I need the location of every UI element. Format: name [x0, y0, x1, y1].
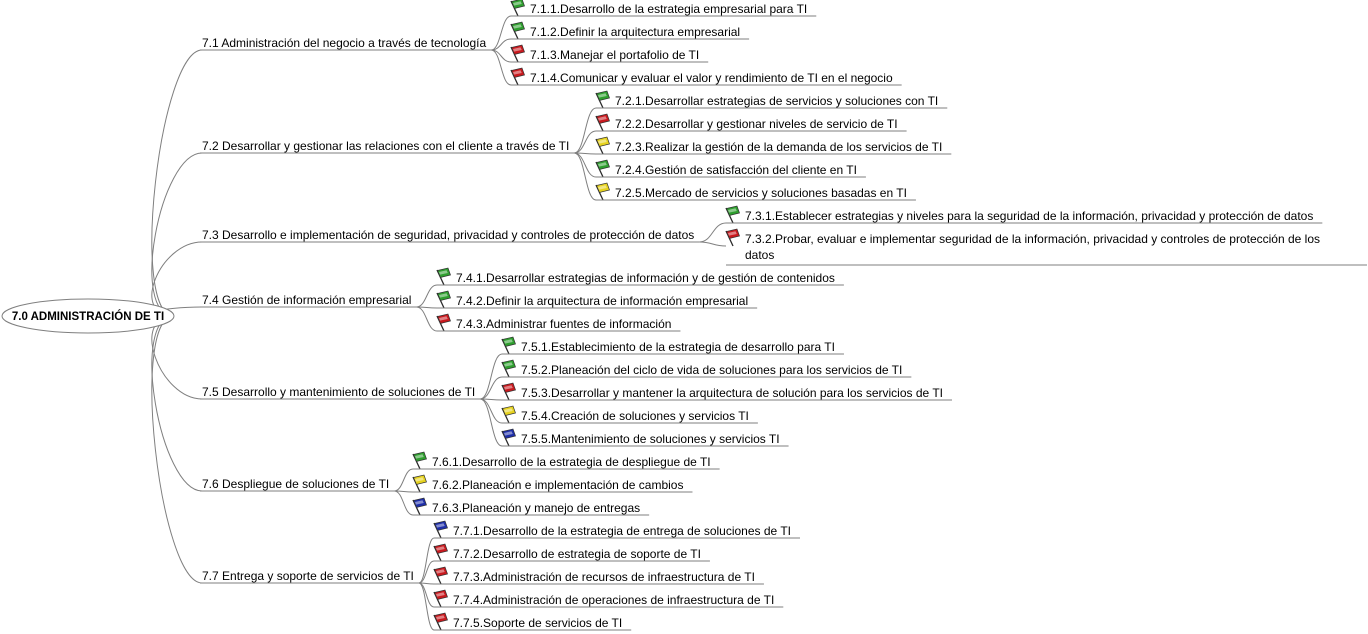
yellow-flag-icon — [502, 406, 516, 423]
child-label: 7.7.1.Desarrollo de la estrategia de entrega de soluciones de TI — [453, 524, 791, 538]
branch-node[interactable] — [200, 385, 480, 399]
branch-child-link — [574, 153, 596, 177]
branch-node[interactable] — [200, 139, 574, 153]
child-label: 7.2.2.Desarrollar y gestionar niveles de servicio de TI — [615, 117, 898, 131]
branch-child-link — [699, 242, 726, 246]
child-node[interactable] — [511, 22, 749, 39]
green-flag-icon — [437, 291, 451, 308]
child-label: 7.6.3.Planeación y manejo de entregas — [432, 501, 641, 515]
root-branch-link — [152, 153, 202, 316]
blue-flag-icon — [434, 521, 448, 538]
branch-label: 7.4 Gestión de información empresarial — [202, 293, 412, 307]
branch-child-link — [419, 561, 434, 583]
child-node[interactable] — [434, 613, 631, 630]
child-label: 7.3.1.Establecer estrategias y niveles para la seguridad de la información, privacidad y protección de datos — [745, 209, 1314, 223]
branch-label: 7.2 Desarrollar y gestionar las relaciones con el cliente a través de TI — [202, 139, 570, 153]
child-node[interactable] — [437, 291, 757, 308]
red-flag-icon — [434, 544, 448, 561]
child-node[interactable] — [437, 268, 844, 285]
child-node[interactable] — [726, 206, 1322, 223]
root-label: 7.0 ADMINISTRACIÓN DE TI — [11, 311, 165, 323]
child-label: 7.2.3.Realizar la gestión de la demanda de los servicios de TI — [615, 140, 943, 154]
branch-node[interactable] — [200, 477, 394, 491]
branch-label: 7.3 Desarrollo e implementación de seguridad, privacidad y controles de protección de datos — [202, 228, 695, 242]
child-node[interactable] — [596, 91, 947, 108]
child-label: 7.5.5.Mantenimiento de soluciones y servicios TI — [521, 432, 780, 446]
green-flag-icon — [596, 160, 610, 177]
child-label: 7.2.1.Desarrollar estrategias de servicios y soluciones con TI — [615, 94, 939, 108]
yellow-flag-icon — [596, 183, 610, 200]
green-flag-icon — [502, 337, 516, 354]
child-label-line2: datos — [745, 248, 775, 262]
child-node[interactable] — [502, 383, 952, 400]
child-node[interactable] — [413, 475, 692, 492]
branch-child-link — [480, 354, 502, 399]
child-node[interactable] — [726, 229, 1367, 265]
branch-label: 7.7 Entrega y soporte de servicios de TI — [202, 569, 414, 583]
child-label: 7.7.3.Administración de recursos de infraestructura de TI — [453, 570, 755, 584]
child-label: 7.3.2.Probar, evaluar e implementar seguridad de la información, privacidad y controles de protección de los — [745, 232, 1320, 246]
child-node[interactable] — [434, 544, 710, 561]
branch-node[interactable] — [200, 228, 699, 242]
child-node[interactable] — [434, 521, 800, 538]
child-label: 7.1.3.Manejar el portafolio de TI — [530, 48, 700, 62]
child-node[interactable] — [413, 498, 649, 515]
child-label: 7.7.2.Desarrollo de estrategia de soporte de TI — [453, 547, 701, 561]
yellow-flag-icon — [413, 475, 427, 492]
child-label: 7.1.4.Comunicar y evaluar el valor y rendimiento de TI en el negocio — [530, 71, 893, 85]
child-label: 7.7.4.Administración de operaciones de infraestructura de TI — [453, 593, 775, 607]
branch-child-link — [480, 399, 502, 423]
child-label: 7.5.4.Creación de soluciones y servicios TI — [521, 409, 749, 423]
red-flag-icon — [434, 567, 448, 584]
child-node[interactable] — [502, 406, 758, 423]
root-branch-link — [152, 316, 202, 583]
child-label: 7.5.1.Establecimiento de la estrategia de desarrollo para TI — [521, 340, 835, 354]
child-node[interactable] — [511, 68, 902, 85]
red-flag-icon — [511, 45, 525, 62]
child-label: 7.2.4.Gestión de satisfacción del cliente en TI — [615, 163, 857, 177]
green-flag-icon — [511, 0, 525, 16]
red-flag-icon — [726, 229, 740, 246]
red-flag-icon — [596, 114, 610, 131]
child-label: 7.6.1.Desarrollo de la estrategia de despliegue de TI — [432, 455, 711, 469]
red-flag-icon — [502, 383, 516, 400]
child-label: 7.2.5.Mercado de servicios y soluciones basadas en TI — [615, 186, 907, 200]
branch-child-link — [699, 223, 726, 242]
green-flag-icon — [413, 452, 427, 469]
branch-node[interactable] — [200, 569, 419, 583]
root-node[interactable] — [2, 299, 174, 333]
child-label: 7.5.3.Desarrollar y mantener la arquitectura de solución para los servicios de TI — [521, 386, 943, 400]
child-node[interactable] — [502, 360, 911, 377]
green-flag-icon — [596, 91, 610, 108]
branch-node[interactable] — [200, 293, 416, 307]
child-label: 7.1.2.Definir la arquitectura empresarial — [530, 25, 741, 39]
root-branch-link — [152, 50, 202, 316]
child-label: 7.5.2.Planeación del ciclo de vida de soluciones para los servicios de TI — [521, 363, 903, 377]
red-flag-icon — [511, 68, 525, 85]
blue-flag-icon — [413, 498, 427, 515]
branch-child-link — [574, 108, 596, 153]
root-branch-link — [152, 316, 202, 399]
branch-child-link — [416, 307, 437, 331]
branch-child-link — [419, 538, 434, 583]
green-flag-icon — [437, 268, 451, 285]
child-node[interactable] — [502, 337, 844, 354]
branch-label: 7.5 Desarrollo y mantenimiento de soluciones de TI — [202, 385, 476, 399]
child-node[interactable] — [502, 429, 789, 446]
child-label: 7.4.2.Definir la arquitectura de información empresarial — [456, 294, 749, 308]
yellow-flag-icon — [596, 137, 610, 154]
child-node[interactable] — [437, 314, 680, 331]
child-node[interactable] — [596, 114, 907, 131]
branch-child-link — [394, 491, 413, 515]
child-node[interactable] — [596, 160, 866, 177]
branch-child-link — [394, 469, 413, 491]
child-node[interactable] — [434, 590, 783, 607]
child-node[interactable] — [511, 45, 708, 62]
green-flag-icon — [502, 360, 516, 377]
child-node[interactable] — [434, 567, 764, 584]
child-node[interactable] — [596, 183, 916, 200]
green-flag-icon — [726, 206, 740, 223]
blue-flag-icon — [502, 429, 516, 446]
red-flag-icon — [434, 590, 448, 607]
child-node[interactable] — [511, 0, 816, 16]
root-branch-link — [152, 316, 202, 491]
branch-node[interactable] — [200, 36, 491, 50]
child-label: 7.6.2.Planeación e implementación de cambios — [432, 478, 684, 492]
branch-label: 7.6 Despliegue de soluciones de TI — [202, 477, 390, 491]
child-node[interactable] — [596, 137, 951, 154]
green-flag-icon — [511, 22, 525, 39]
branch-child-link — [480, 377, 502, 399]
root-branch-link — [152, 242, 202, 316]
child-label: 7.1.1.Desarrollo de la estrategia empresarial para TI — [530, 2, 808, 16]
mind-map-nodes — [200, 0, 1367, 630]
branch-child-link — [416, 285, 437, 307]
branch-label: 7.1 Administración del negocio a través de tecnología — [202, 36, 487, 50]
child-label: 7.4.3.Administrar fuentes de información — [456, 317, 672, 331]
child-label: 7.4.1.Desarrollar estrategias de información y de gestión de contenidos — [456, 271, 835, 285]
red-flag-icon — [437, 314, 451, 331]
branch-child-link — [574, 131, 596, 153]
red-flag-icon — [434, 613, 448, 630]
child-node[interactable] — [413, 452, 720, 469]
child-label: 7.7.5.Soporte de servicios de TI — [453, 616, 623, 630]
